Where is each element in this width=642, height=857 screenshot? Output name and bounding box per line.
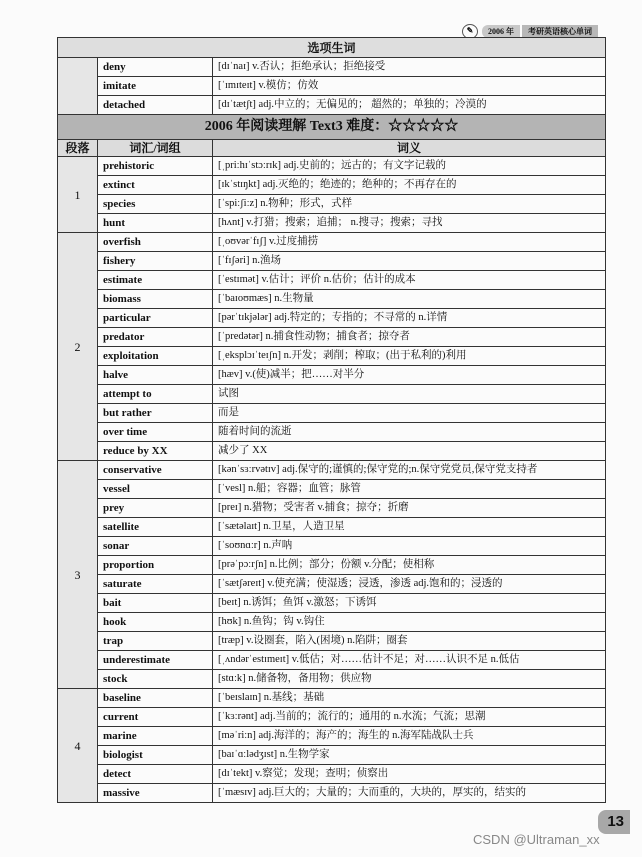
table-row	[58, 96, 606, 115]
table-row	[58, 594, 606, 613]
word-cell: particular	[98, 309, 213, 328]
word-cell: imitate	[98, 77, 213, 96]
running-head	[462, 24, 598, 38]
column-header-row	[58, 140, 606, 157]
table-row	[58, 689, 606, 708]
definition-cell: [prəˈpɔːrʃn] n.比例；部分；份额 v.分配；使相称	[213, 556, 606, 575]
definition-cell: [ˈɪmɪteɪt] v.模仿；仿效	[213, 77, 606, 96]
watermark: CSDN @Ultraman_xx	[473, 832, 600, 847]
definition-cell: [baɪˈɑːlədʒɪst] n.生物学家	[213, 746, 606, 765]
table-row	[58, 727, 606, 746]
word-cell: species	[98, 195, 213, 214]
table-row	[58, 765, 606, 784]
table-row	[58, 290, 606, 309]
definition-cell: 而是	[213, 404, 606, 423]
word-cell: biologist	[98, 746, 213, 765]
word-cell: underestimate	[98, 651, 213, 670]
word-cell: biomass	[98, 290, 213, 309]
word-cell: exploitation	[98, 347, 213, 366]
definition-cell: [ɪkˈstɪŋkt] adj.灭绝的；绝迹的；绝种的；不再存在的	[213, 176, 606, 195]
title-row	[58, 115, 606, 140]
table-row	[58, 271, 606, 290]
table-row	[58, 499, 606, 518]
table-row	[58, 442, 606, 461]
table-row	[58, 480, 606, 499]
table-row	[58, 613, 606, 632]
word-cell: marine	[98, 727, 213, 746]
table-row	[58, 58, 606, 77]
word-cell: fishery	[98, 252, 213, 271]
word-cell: baseline	[98, 689, 213, 708]
table-row	[58, 176, 606, 195]
word-cell: estimate	[98, 271, 213, 290]
word-cell: satellite	[98, 518, 213, 537]
table-row	[58, 518, 606, 537]
word-cell: detached	[98, 96, 213, 115]
table-row	[58, 328, 606, 347]
table-row	[58, 670, 606, 689]
word-cell: sonar	[98, 537, 213, 556]
definition-cell: [ˈmæsɪv] adj.巨大的；大量的；大而重的，大块的，厚实的，结实的	[213, 784, 606, 803]
definition-cell: [stɑːk] n.储备物，备用物；供应物	[213, 670, 606, 689]
word-cell: detect	[98, 765, 213, 784]
definition-cell: [ˈbaɪoʊmæs] n.生物量	[213, 290, 606, 309]
running-head-title: 考研英语核心单词	[522, 25, 598, 38]
definition-cell: [ˈkɜːrənt] adj.当前的；流行的；通用的 n.水流；气流；思潮	[213, 708, 606, 727]
word-cell: conservative	[98, 461, 213, 480]
definition-cell: 减少了 XX	[213, 442, 606, 461]
word-cell: but rather	[98, 404, 213, 423]
word-cell: hunt	[98, 214, 213, 233]
word-cell: predator	[98, 328, 213, 347]
table-row	[58, 309, 606, 328]
definition-cell: [ˌʌndərˈestɪmeɪt] v.低估；对……估计不足；对……认识不足 n.低估	[213, 651, 606, 670]
definition-cell: [ˈvesl] n.船；容器；血管；脉管	[213, 480, 606, 499]
word-cell: trap	[98, 632, 213, 651]
paragraph-cell	[58, 58, 98, 115]
table-row	[58, 157, 606, 176]
table-row	[58, 252, 606, 271]
word-cell: extinct	[98, 176, 213, 195]
word-cell: saturate	[98, 575, 213, 594]
definition-cell: [ˈestɪmət] v.估计；评价 n.估价；估计的成本	[213, 271, 606, 290]
paragraph-number: 3	[58, 461, 98, 689]
word-cell: halve	[98, 366, 213, 385]
word-cell: hook	[98, 613, 213, 632]
table-row	[58, 651, 606, 670]
table-row	[58, 556, 606, 575]
definition-cell: [preɪ] n.猎物；受害者 v.捕食；掠夺；折磨	[213, 499, 606, 518]
table-row	[58, 461, 606, 480]
column-header-definition: 词义	[213, 140, 606, 157]
definition-cell: [træp] v.设圈套，陷入(困境) n.陷阱；圈套	[213, 632, 606, 651]
definition-cell: [ˈbeɪslaɪn] n.基线；基础	[213, 689, 606, 708]
word-cell: deny	[98, 58, 213, 77]
table-row	[58, 784, 606, 803]
definition-cell: 随着时间的流逝	[213, 423, 606, 442]
column-header-paragraph: 段落	[58, 140, 98, 157]
definition-cell: [dɪˈtekt] v.察觉；发现；查明；侦察出	[213, 765, 606, 784]
word-cell: stock	[98, 670, 213, 689]
paragraph-number: 4	[58, 689, 98, 803]
definition-cell: [dɪˈtætʃt] adj.中立的；无偏见的； 超然的；单独的；冷漠的	[213, 96, 606, 115]
table-row	[58, 195, 606, 214]
table-row	[58, 423, 606, 442]
page-number: 13	[598, 810, 630, 834]
table-row	[58, 233, 606, 252]
word-cell: prehistoric	[98, 157, 213, 176]
definition-cell: [beɪt] n.诱饵；鱼饵 v.激怒；下诱饵	[213, 594, 606, 613]
table-row	[58, 632, 606, 651]
word-cell: prey	[98, 499, 213, 518]
table-row	[58, 575, 606, 594]
definition-cell: [ˈsætəlaɪt] n.卫星，人造卫星	[213, 518, 606, 537]
definition-cell: [hæv] v.(使)减半；把……对半分	[213, 366, 606, 385]
word-cell: overfish	[98, 233, 213, 252]
table-row	[58, 347, 606, 366]
definition-cell: [ˌpriːhɪˈstɔːrɪk] adj.史前的；远古的；有文字记载的	[213, 157, 606, 176]
table-row	[58, 746, 606, 765]
word-cell: reduce by XX	[98, 442, 213, 461]
table-row	[58, 77, 606, 96]
table-row	[58, 385, 606, 404]
word-cell: vessel	[98, 480, 213, 499]
definition-cell: [ˈsætʃəreɪt] v.使充满；使湿透；浸透，渗透 adj.饱和的；浸透的	[213, 575, 606, 594]
definition-cell: [ˈsoʊnɑːr] n.声呐	[213, 537, 606, 556]
definition-cell: [hʌnt] v.打猎；搜索；追捕； n.搜寻；搜索；寻找	[213, 214, 606, 233]
table-row	[58, 708, 606, 727]
word-cell: current	[98, 708, 213, 727]
running-head-year: 2006 年	[482, 25, 520, 38]
definition-cell: [pərˈtɪkjələr] adj.特定的；专指的；不寻常的 n.详情	[213, 309, 606, 328]
definition-cell: [hʊk] n.鱼钩；钩 v.钩住	[213, 613, 606, 632]
vocabulary-table	[57, 37, 606, 803]
word-cell: attempt to	[98, 385, 213, 404]
book-logo-icon: ✎	[462, 24, 478, 39]
definition-cell: [məˈriːn] adj.海洋的；海产的；海生的 n.海军陆战队士兵	[213, 727, 606, 746]
table-row	[58, 214, 606, 233]
definition-cell: [ˈpredətər] n.捕食性动物；捕食者；掠夺者	[213, 328, 606, 347]
options-section-title: 选项生词	[58, 38, 606, 58]
word-cell: over time	[98, 423, 213, 442]
definition-cell: [ˈfɪʃəri] n.渔场	[213, 252, 606, 271]
paragraph-number: 1	[58, 157, 98, 233]
definition-cell: [dɪˈnaɪ] v.否认；拒绝承认；拒绝接受	[213, 58, 606, 77]
table-row	[58, 537, 606, 556]
table-row	[58, 404, 606, 423]
definition-cell: [ˌeksplɔɪˈteɪʃn] n.开发；剥削；榨取；(出于私利的)利用	[213, 347, 606, 366]
definition-cell: [ˌoʊvərˈfɪʃ] v.过度捕捞	[213, 233, 606, 252]
word-cell: bait	[98, 594, 213, 613]
text-title: 2006 年阅读理解 Text3 难度：☆☆☆☆☆	[58, 115, 606, 140]
definition-cell: [kənˈsɜːrvətɪv] adj.保守的;谨慎的;保守党的;n.保守党党员,保守党支持者	[213, 461, 606, 480]
definition-cell: 试图	[213, 385, 606, 404]
definition-cell: [ˈspiːʃiːz] n.物种；形式，式样	[213, 195, 606, 214]
paragraph-number: 2	[58, 233, 98, 461]
table-row	[58, 366, 606, 385]
column-header-word: 词汇/词组	[98, 140, 213, 157]
word-cell: proportion	[98, 556, 213, 575]
word-cell: massive	[98, 784, 213, 803]
